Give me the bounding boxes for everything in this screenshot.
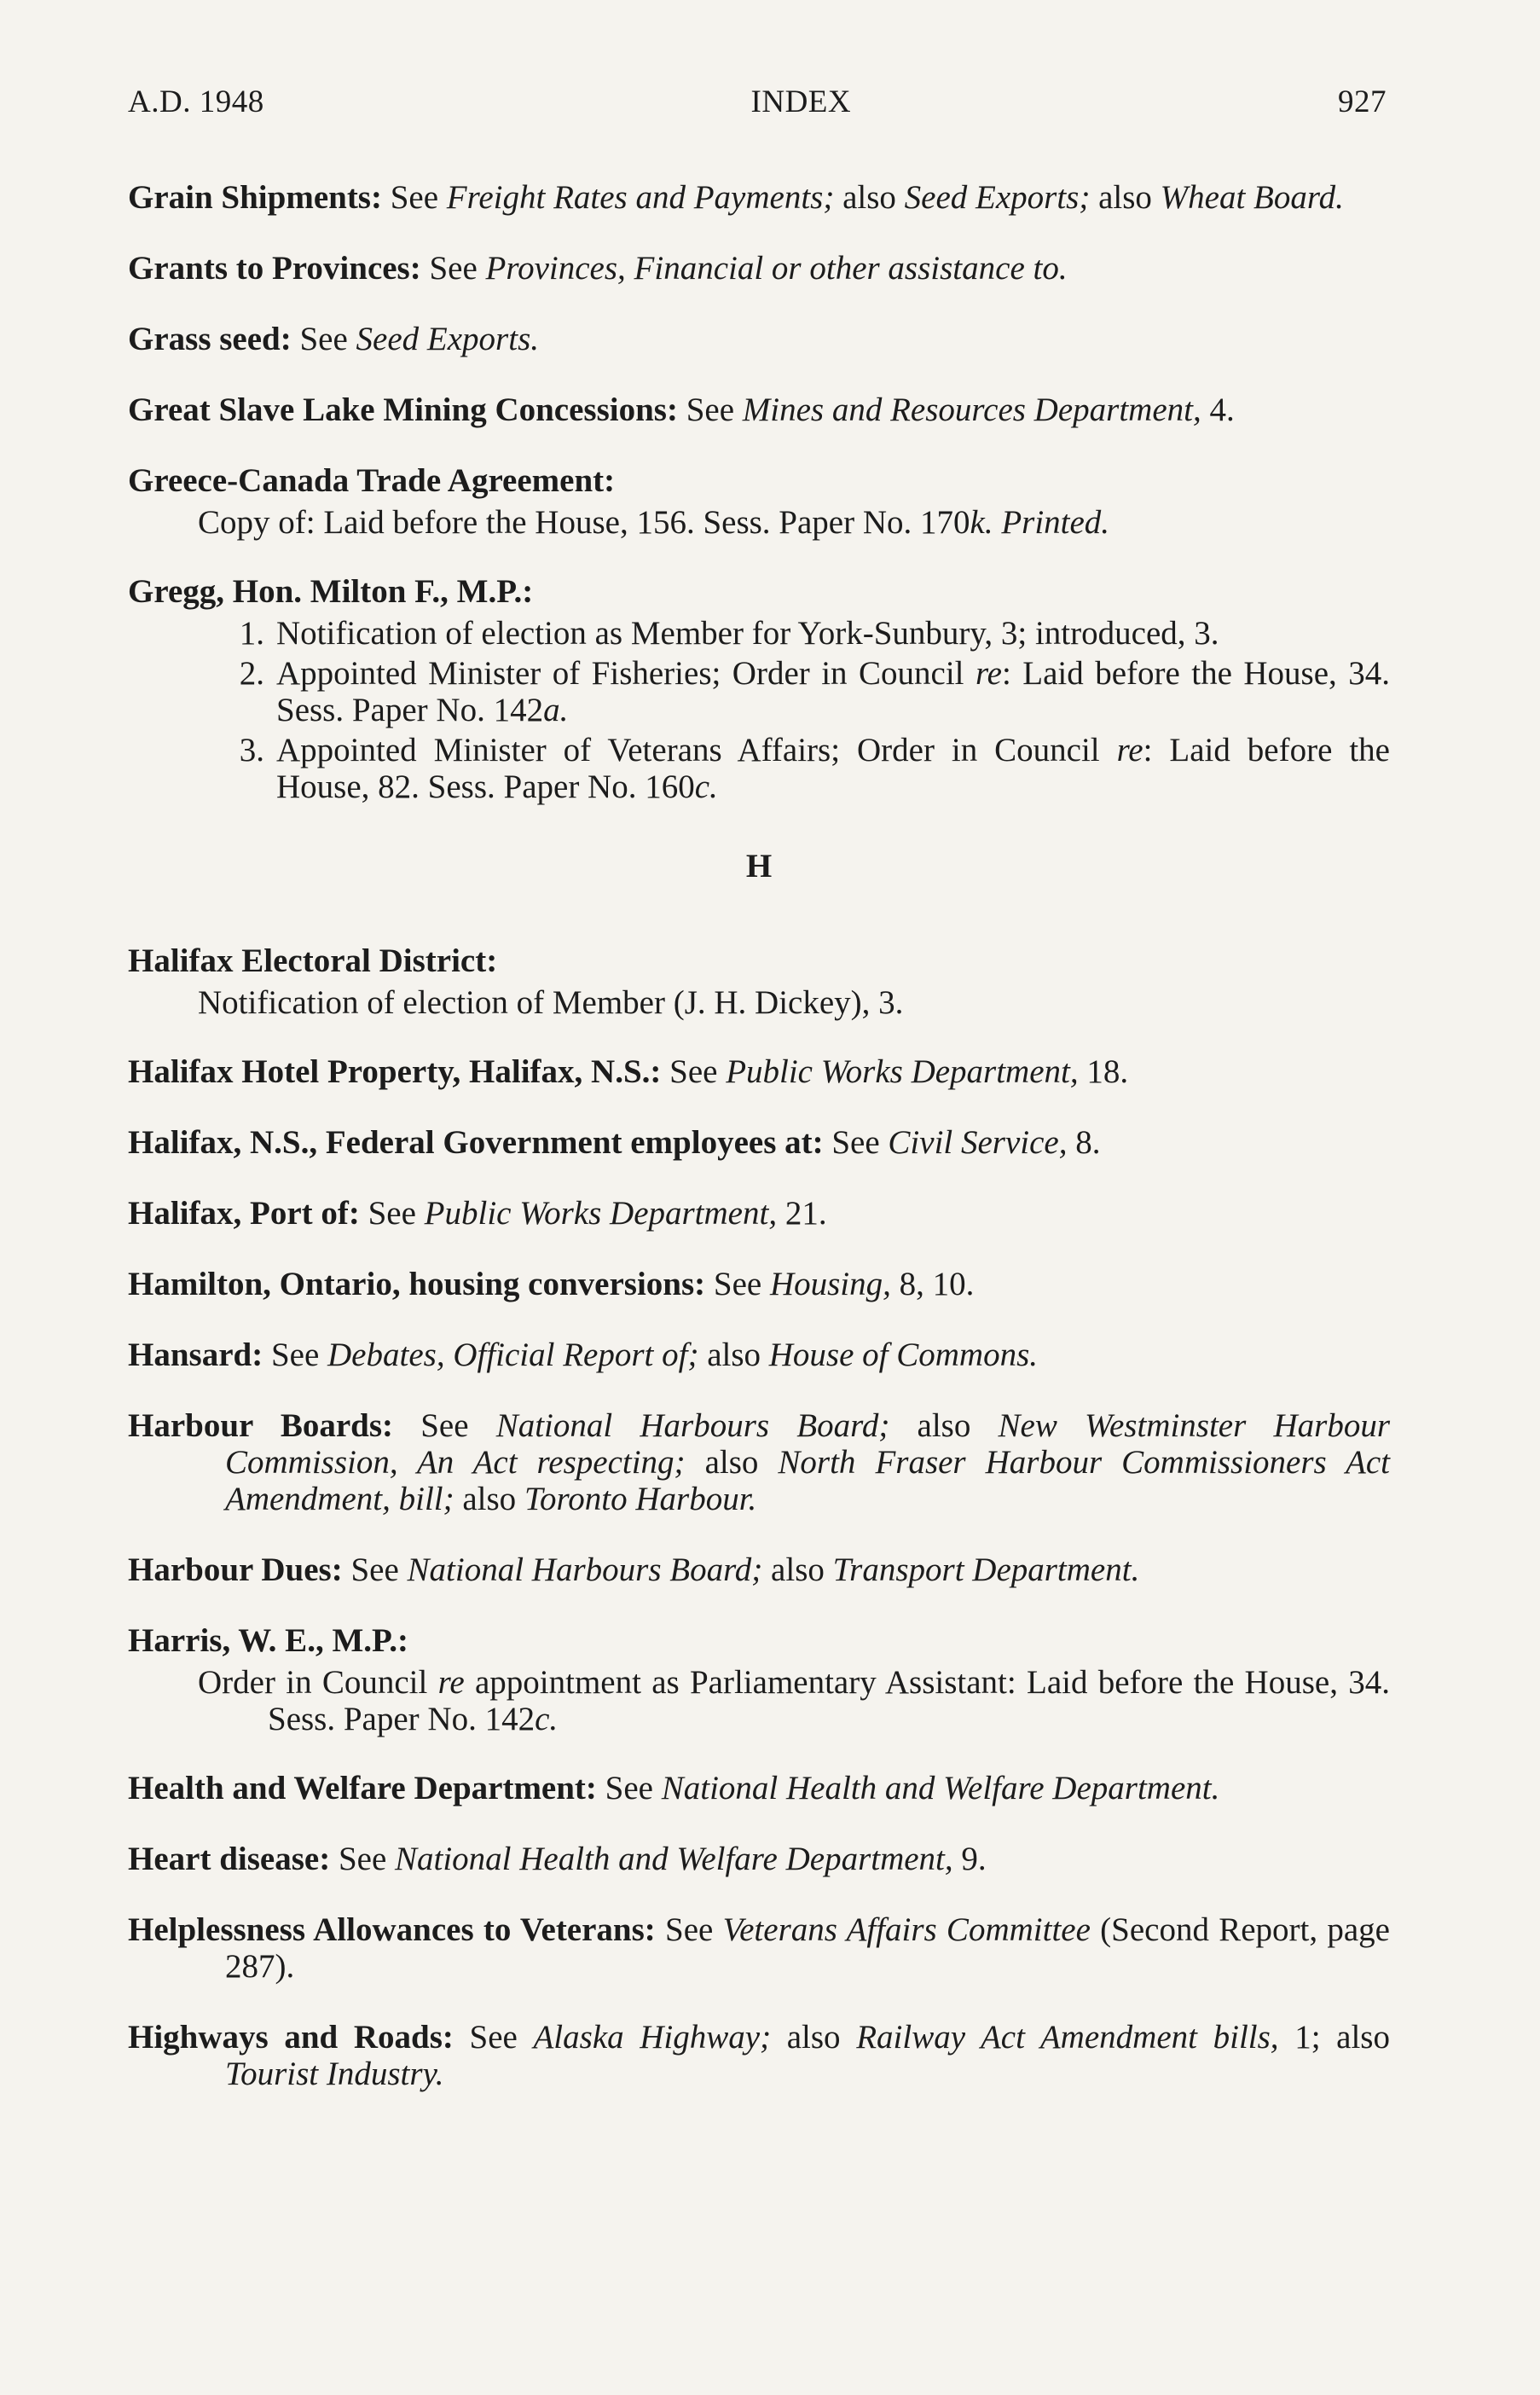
index-entry: Heart disease: See National Health and Welfare Department, 9. <box>128 1841 987 1877</box>
index-entry: Helplessness Allowances to Veterans: See Veterans Affairs Committee (Second Report, page 287). <box>128 1911 1390 1985</box>
cross-reference: Civil Service, <box>888 1124 1068 1161</box>
entry-heading: Greece-Canada Trade Agreement: <box>128 462 616 499</box>
cross-reference: Provinces, Financial or other assistance to. <box>485 250 1068 287</box>
index-entry: Hamilton, Ontario, housing conversions: See Housing, 8, 10. <box>128 1266 975 1302</box>
entry-heading: Grants to Provinces: <box>128 250 421 287</box>
list-item: 3. Appointed Minister of Veterans Affairs; Order in Council re: Laid before the House, 82. Sess. Paper No. 160c. <box>239 732 1390 805</box>
list-item: 1. Notification of election as Member for York-Sunbury, 3; introduced, 3. <box>239 615 1219 652</box>
sub-entry: Notification of election of Member (J. H. Dickey), 3. <box>198 984 904 1021</box>
numbered-sub-entries <box>128 615 1390 805</box>
cross-reference: Tourist Industry. <box>225 2056 444 2092</box>
cross-reference: Freight Rates and Payments; <box>446 179 835 216</box>
cross-reference: National Health and Welfare Department. <box>661 1770 1220 1806</box>
cross-reference: New Westminster Harbour Commission, An Act respecting; <box>225 1407 1390 1481</box>
cross-reference: Transport Department. <box>832 1551 1140 1588</box>
entry-heading: Highways and Roads: <box>128 2019 454 2056</box>
index-entry: Halifax Hotel Property, Halifax, N.S.: See Public Works Department, 18. <box>128 1053 1129 1090</box>
cross-reference: Mines and Resources Department, <box>742 391 1201 428</box>
cross-reference: House of Commons. <box>768 1337 1039 1373</box>
cross-reference: Seed Exports; <box>904 179 1091 216</box>
index-entry <box>128 462 1390 541</box>
sub-entry: Copy of: Laid before the House, 156. Sess. Paper No. 170k. Printed. <box>198 504 1110 541</box>
cross-reference: North Fraser Harbour Commissioners Act Amendment, bill; <box>225 1444 1390 1517</box>
cross-reference: Alaska Highway; <box>533 2019 772 2056</box>
entry-heading: Halifax, N.S., Federal Government employees at: <box>128 1124 824 1161</box>
entry-heading: Grass seed: <box>128 321 292 357</box>
index-entry: Harbour Boards: See National Harbours Board; also New Westminster Harbour Commission, An Act respecting; also North Fraser Harbour Commissioners Act Amendment, bill; also Toronto Harbour. <box>128 1407 1390 1517</box>
entry-heading: Halifax, Port of: <box>128 1195 360 1232</box>
cross-reference: National Harbours Board; <box>495 1407 890 1444</box>
index-entry: Health and Welfare Department: See National Health and Welfare Department. <box>128 1770 1220 1806</box>
entry-heading: Gregg, Hon. Milton F., M.P.: <box>128 573 534 610</box>
index-content <box>128 179 1390 2126</box>
cross-reference: National Harbours Board; <box>407 1551 763 1588</box>
cross-reference: Public Works Department, <box>726 1053 1079 1090</box>
cross-reference: Wheat Board. <box>1160 179 1344 216</box>
list-item: 2. Appointed Minister of Fisheries; Order in Council re: Laid before the House, 34. Sess. Paper No. 142a. <box>239 655 1390 728</box>
cross-reference: National Health and Welfare Department, <box>395 1841 953 1877</box>
index-entry: Grain Shipments: See Freight Rates and Payments; also Seed Exports; also Wheat Board. <box>128 179 1344 216</box>
index-entry: Hansard: See Debates, Official Report of; also House of Commons. <box>128 1337 1039 1373</box>
index-entry <box>128 573 1390 805</box>
cross-reference: Seed Exports. <box>356 321 539 357</box>
entry-heading: Helplessness Allowances to Veterans: <box>128 1911 656 1948</box>
running-header <box>128 84 1387 120</box>
sub-entry: Order in Council re appointment as Parliamentary Assistant: Laid before the House, 34. Sess. Paper No. 142c. <box>198 1664 1390 1737</box>
entry-heading: Halifax Electoral District: <box>128 942 498 979</box>
entry-heading: Great Slave Lake Mining Concessions: <box>128 391 678 428</box>
cross-reference: Veterans Affairs Committee <box>722 1911 1091 1948</box>
index-entry: Highways and Roads: See Alaska Highway; also Railway Act Amendment bills, 1; also Tourist Industry. <box>128 2019 1390 2092</box>
entry-heading: Hamilton, Ontario, housing conversions: <box>128 1266 706 1302</box>
cross-reference: Toronto Harbour. <box>524 1481 757 1517</box>
entry-heading: Harbour Boards: <box>128 1407 393 1444</box>
cross-reference: Public Works Department, <box>424 1195 778 1232</box>
page-number: 927 <box>1337 84 1387 119</box>
index-entry <box>128 942 1390 1021</box>
section-letter: H <box>745 848 773 884</box>
index-entry: Halifax, N.S., Federal Government employees at: See Civil Service, 8. <box>128 1124 1101 1161</box>
index-entry: Harbour Dues: See National Harbours Board; also Transport Department. <box>128 1551 1140 1588</box>
entry-heading: Grain Shipments: <box>128 179 382 216</box>
index-entry: Grass seed: See Seed Exports. <box>128 321 539 357</box>
cross-reference: Housing, <box>769 1266 891 1302</box>
index-entry: Great Slave Lake Mining Concessions: See Mines and Resources Department, 4. <box>128 391 1235 428</box>
index-entry: Halifax, Port of: See Public Works Department, 21. <box>128 1195 827 1232</box>
header-year: A.D. 1948 <box>128 84 264 119</box>
header-title: INDEX <box>750 84 852 119</box>
entry-heading: Halifax Hotel Property, Halifax, N.S.: <box>128 1053 662 1090</box>
index-entry: Grants to Provinces: See Provinces, Financial or other assistance to. <box>128 250 1068 287</box>
cross-reference: Railway Act Amendment bills, <box>856 2019 1279 2056</box>
entry-heading: Hansard: <box>128 1337 263 1373</box>
entry-heading: Heart disease: <box>128 1841 331 1877</box>
entry-heading: Harris, W. E., M.P.: <box>128 1622 408 1659</box>
entry-heading: Harbour Dues: <box>128 1551 343 1588</box>
cross-reference: Debates, Official Report of; <box>327 1337 699 1373</box>
index-entry <box>128 1622 1390 1737</box>
entry-heading: Health and Welfare Department: <box>128 1770 597 1806</box>
